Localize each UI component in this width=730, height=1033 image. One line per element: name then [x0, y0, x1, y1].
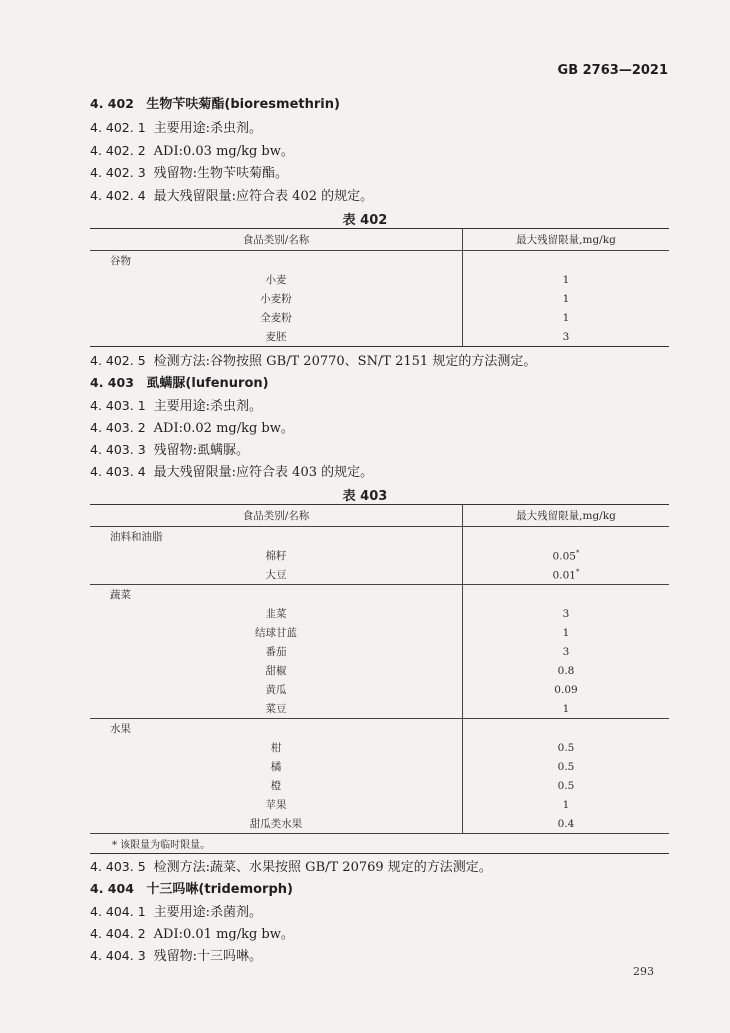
mrl-value-cell: 1: [562, 311, 570, 324]
table-caption-403: 表 403: [342, 489, 388, 504]
clause-text: 残留物:十三吗啉。: [153, 949, 263, 964]
clause-text: ADI:0.01 mg/kg bw。: [153, 927, 294, 942]
section-title: 十三吗啉(tridemorph): [146, 882, 293, 897]
food-name-cell: 黄瓜: [90, 680, 463, 699]
category-cell: 谷物: [90, 251, 463, 271]
clause-number: 4. 402. 3: [90, 165, 146, 180]
section-number: 4. 403: [90, 375, 134, 390]
mrl-value-cell: 0.4: [557, 817, 575, 830]
food-name-cell: 韭菜: [90, 604, 463, 623]
table-row: [90, 546, 669, 565]
clause-line: [90, 925, 294, 944]
table-row: [90, 527, 669, 547]
mrl-value-cell: 0.01*: [552, 567, 580, 582]
mrl-value-cell: 0.5: [557, 741, 575, 754]
mrl-value-cell: 0.05*: [552, 548, 580, 563]
table-row: [90, 565, 669, 585]
mrl-value-cell: 0.5: [557, 760, 575, 773]
clause-text: 残留物:虱螨脲。: [153, 443, 250, 458]
food-name-cell: 橘: [90, 757, 463, 776]
food-name-cell: 棉籽: [90, 546, 463, 565]
mrl-value-cell: 1: [562, 702, 570, 715]
table-row: [90, 738, 669, 757]
table-row: [90, 814, 669, 834]
mrl-value-cell: 1: [562, 626, 570, 639]
clause-number: 4. 403. 2: [90, 420, 146, 435]
mrl-value-cell: 1: [562, 292, 570, 305]
column-header-mrl: 最大残留限量,mg/kg: [463, 229, 670, 251]
standard-code: GB 2763—2021: [557, 63, 668, 78]
table-row: [90, 289, 669, 308]
food-name-cell: 橙: [90, 776, 463, 795]
food-name-cell: 小麦: [90, 270, 463, 289]
column-header-food: 食品类别/名称: [90, 505, 463, 527]
clause-text: 主要用途:杀虫剂。: [153, 121, 263, 136]
clause-text: 主要用途:杀菌剂。: [153, 905, 263, 920]
food-name-cell: 大豆: [90, 565, 463, 585]
clause-number: 4. 402. 1: [90, 120, 146, 135]
mrl-value-cell: 3: [562, 607, 570, 620]
food-name-cell: 麦胚: [90, 327, 463, 347]
temporary-limit-mark: *: [575, 567, 580, 576]
clause-line: [90, 903, 262, 922]
clause-line: [90, 463, 373, 482]
section-heading-402: [90, 95, 340, 114]
clause-text: 检测方法:谷物按照 GB/T 20770、SN/T 2151 规定的方法测定。: [153, 354, 537, 369]
clause-text: ADI:0.03 mg/kg bw。: [153, 144, 294, 159]
mrl-value-cell: 1: [562, 798, 570, 811]
table-row: [90, 623, 669, 642]
category-cell: 蔬菜: [90, 585, 463, 605]
table-row: [90, 757, 669, 776]
clause-number: 4. 402. 5: [90, 353, 146, 368]
category-cell: 油料和油脂: [90, 527, 463, 547]
page-number: 293: [633, 965, 654, 978]
clause-text: 主要用途:杀虫剂。: [153, 399, 263, 414]
table-footnote: * 该限量为临时限量。: [90, 834, 669, 854]
section-title: 生物苄呋菊酯(bioresmethrin): [146, 97, 340, 112]
clause-line: [90, 947, 262, 966]
mrl-table-402: [90, 228, 669, 347]
food-name-cell: 小麦粉: [90, 289, 463, 308]
section-heading-404: [90, 880, 293, 899]
clause-number: 4. 404. 2: [90, 926, 146, 941]
clause-line: [90, 187, 373, 206]
table-caption-402: 表 402: [342, 213, 388, 228]
clause-number: 4. 404. 1: [90, 904, 146, 919]
table-row: [90, 719, 669, 739]
clause-line: [90, 397, 262, 416]
clause-number: 4. 403. 4: [90, 464, 146, 479]
clause-line: [90, 858, 492, 877]
table-row: [90, 795, 669, 814]
mrl-value-cell: 0.09: [554, 683, 578, 696]
table-row: [90, 308, 669, 327]
table-row: [90, 327, 669, 347]
clause-number: 4. 403. 5: [90, 859, 146, 874]
table-footnote-row: [90, 834, 669, 854]
clause-number: 4. 402. 4: [90, 188, 146, 203]
mrl-value-cell: 3: [562, 645, 570, 658]
table-row: [90, 251, 669, 271]
table-row: [90, 699, 669, 719]
clause-line: [90, 441, 249, 460]
food-name-cell: 甜瓜类水果: [90, 814, 463, 834]
clause-number: 4. 403. 3: [90, 442, 146, 457]
temporary-limit-mark: *: [575, 548, 580, 557]
clause-line: [90, 419, 294, 438]
clause-text: 残留物:生物苄呋菊酯。: [153, 166, 289, 181]
clause-line: [90, 119, 262, 138]
mrl-value-cell: 0.8: [557, 664, 575, 677]
section-heading-403: [90, 374, 269, 393]
food-name-cell: 菜豆: [90, 699, 463, 719]
clause-text: 最大残留限量:应符合表 403 的规定。: [153, 465, 374, 480]
clause-text: ADI:0.02 mg/kg bw。: [153, 421, 294, 436]
clause-text: 最大残留限量:应符合表 402 的规定。: [153, 189, 374, 204]
food-name-cell: 苹果: [90, 795, 463, 814]
table-row: [90, 642, 669, 661]
clause-number: 4. 402. 2: [90, 143, 146, 158]
column-header-mrl: 最大残留限量,mg/kg: [463, 505, 670, 527]
table-row: [90, 585, 669, 605]
clause-line: [90, 352, 536, 371]
clause-text: 检测方法:蔬菜、水果按照 GB/T 20769 规定的方法测定。: [153, 860, 492, 875]
food-name-cell: 全麦粉: [90, 308, 463, 327]
section-title: 虱螨脲(lufenuron): [146, 376, 269, 391]
mrl-table-403: [90, 504, 669, 854]
food-name-cell: 甜椒: [90, 661, 463, 680]
food-name-cell: 番茄: [90, 642, 463, 661]
column-header-food: 食品类别/名称: [90, 229, 463, 251]
table-row: [90, 604, 669, 623]
table-row: [90, 776, 669, 795]
mrl-value-cell: 1: [562, 273, 570, 286]
clause-line: [90, 164, 288, 183]
table-row: [90, 661, 669, 680]
clause-line: [90, 142, 294, 161]
mrl-value-cell: 0.5: [557, 779, 575, 792]
food-name-cell: 结球甘蓝: [90, 623, 463, 642]
section-number: 4. 404: [90, 881, 134, 896]
table-row: [90, 680, 669, 699]
food-name-cell: 柑: [90, 738, 463, 757]
clause-number: 4. 403. 1: [90, 398, 146, 413]
mrl-value-cell: 3: [562, 330, 570, 343]
section-number: 4. 402: [90, 96, 134, 111]
clause-number: 4. 404. 3: [90, 948, 146, 963]
table-row: [90, 270, 669, 289]
category-cell: 水果: [90, 719, 463, 739]
